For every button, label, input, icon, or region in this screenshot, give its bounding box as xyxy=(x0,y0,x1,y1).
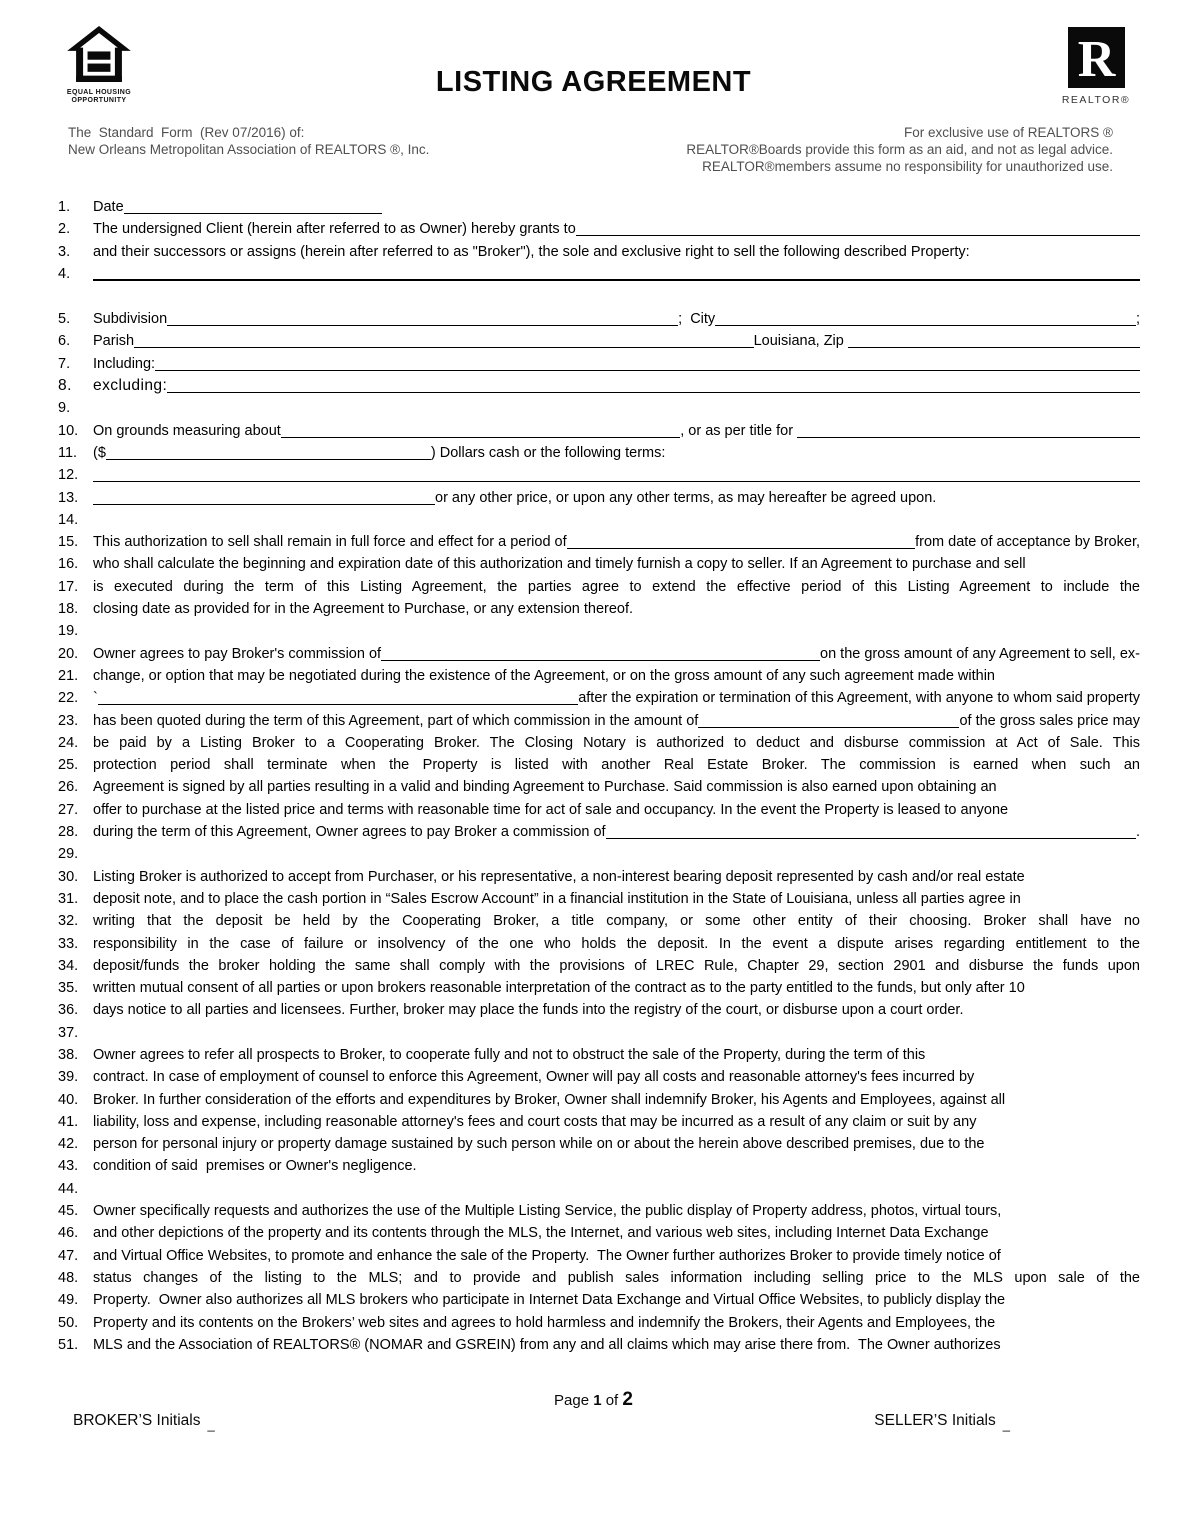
line-content xyxy=(93,420,1140,442)
brokers-initials-label: BROKER’S Initials xyxy=(73,1412,201,1430)
sellers-initials xyxy=(874,1412,1010,1433)
line-text: Parish xyxy=(93,333,135,350)
realtor-caption: REALTOR® xyxy=(1061,94,1131,106)
page-prefix: Page xyxy=(554,1392,594,1410)
form-line xyxy=(0,1267,1140,1289)
line-number: 9. xyxy=(58,400,71,417)
blank-field[interactable] xyxy=(381,660,820,661)
line-text: offer to purchase at the listed price and terms with reasonable time for act of sale and occupancy. In the event the Property is leased to anyone xyxy=(93,801,1009,818)
line-number: 46. xyxy=(58,1225,79,1242)
line-number: 27. xyxy=(58,801,79,818)
line-number: 30. xyxy=(58,868,79,885)
line-content xyxy=(93,598,1140,620)
form-line xyxy=(0,487,1140,509)
form-line xyxy=(0,1289,1140,1311)
line-content xyxy=(93,218,1140,240)
form-line xyxy=(0,1155,1140,1177)
form-line xyxy=(0,821,1140,843)
line-text: ; City xyxy=(678,311,716,328)
line-number: 42. xyxy=(58,1136,79,1153)
line-number: 11. xyxy=(58,444,78,461)
line-text: , or as per title for xyxy=(680,422,798,439)
line-number: 18. xyxy=(58,601,79,618)
line-text: MLS and the Association of REALTORS® (NOMAR and GSREIN) from any and all claims which may arise there from. The Owner authorizes xyxy=(93,1336,1001,1353)
line-content xyxy=(93,821,1140,843)
line-number: 25. xyxy=(58,757,79,774)
line-content xyxy=(93,1044,1140,1066)
line-number: 38. xyxy=(58,1046,79,1063)
line-content xyxy=(93,999,1140,1021)
page-number xyxy=(0,1389,1187,1411)
line-content xyxy=(93,1111,1140,1133)
line-text: The undersigned Client (herein after referred to as Owner) hereby grants to xyxy=(93,221,576,238)
form-line xyxy=(0,1245,1140,1267)
line-text: has been quoted during the term of this Agreement, part of which commission in the amount of xyxy=(93,712,699,729)
form-line xyxy=(0,1066,1140,1088)
line-number: 29. xyxy=(58,846,79,863)
blank-field[interactable] xyxy=(167,392,1140,393)
form-line xyxy=(0,910,1140,932)
line-text: written mutual consent of all parties or upon brokers reasonable interpretation of the contract as to the party entitled to the funds, but only after 10 xyxy=(93,980,1025,997)
line-content xyxy=(93,977,1140,999)
line-number: 37. xyxy=(58,1024,79,1041)
line-number: 44. xyxy=(58,1180,79,1197)
line-content xyxy=(93,1289,1140,1311)
form-line xyxy=(0,999,1140,1021)
eho-caption-line2: OPPORTUNITY xyxy=(71,97,127,104)
line-number: 49. xyxy=(58,1292,79,1309)
line-content xyxy=(93,1133,1140,1155)
line-content xyxy=(93,576,1140,598)
blank-field[interactable] xyxy=(93,279,1140,281)
form-line xyxy=(0,1200,1140,1222)
line-content xyxy=(93,276,1140,278)
line-number: 17. xyxy=(58,578,79,595)
line-text: Agreement is signed by all parties resulting in a valid and binding Agreement to Purchase. Said commission is also earned upon obtaining an xyxy=(93,779,997,796)
line-text: Broker. In further consideration of the efforts and expenditures by Broker, Owner shall indemnify Broker, his Agents and Employees, against all xyxy=(93,1091,1006,1108)
broker-initials-field[interactable]: _ xyxy=(207,1417,215,1433)
realtor-disclaimer xyxy=(686,124,1113,175)
form-line xyxy=(0,509,1140,531)
line-content xyxy=(93,1222,1140,1244)
disclaimer-line2: REALTOR®Boards provide this form as an aid, and not as legal advice. xyxy=(686,142,1113,157)
blank-field[interactable] xyxy=(576,235,1140,236)
line-text: On grounds measuring about xyxy=(93,422,281,439)
line-number: 24. xyxy=(58,734,79,751)
line-content xyxy=(93,553,1140,575)
page-total: 2 xyxy=(622,1389,633,1411)
form-line xyxy=(0,263,1140,285)
line-content xyxy=(93,531,1140,553)
document-header xyxy=(0,0,1187,118)
form-subheader xyxy=(0,118,1187,175)
form-line xyxy=(0,553,1140,575)
standard-form-line2: New Orleans Metropolitan Association of REALTORS ®, Inc. xyxy=(68,142,430,157)
blank-field[interactable] xyxy=(93,481,1140,482)
initials-row xyxy=(0,1411,1187,1433)
brokers-initials xyxy=(73,1412,215,1433)
svg-text:R: R xyxy=(1077,31,1115,88)
line-text: change, or option that may be negotiated during the existence of the Agreement, or on the gross amount of any such agreement made within xyxy=(93,667,995,684)
line-text: excluding: xyxy=(93,377,168,395)
form-line xyxy=(0,843,1140,865)
realtor-logo xyxy=(1061,27,1131,106)
line-text: ($ xyxy=(93,444,106,461)
line-number: 48. xyxy=(58,1269,79,1286)
form-line xyxy=(0,799,1140,821)
form-line xyxy=(0,1222,1140,1244)
form-line xyxy=(0,754,1140,776)
line-text: person for personal injury or property damage sustained by such person while on or about the herein above described premises, due to the xyxy=(93,1136,985,1153)
form-line xyxy=(0,218,1140,240)
page-of: of xyxy=(601,1392,623,1410)
line-text: ) Dollars cash or the following terms: xyxy=(430,444,666,461)
line-content xyxy=(93,442,1140,464)
line-content xyxy=(93,888,1140,910)
line-number: 12. xyxy=(58,467,79,484)
form-line xyxy=(0,620,1140,642)
form-line xyxy=(0,1334,1140,1356)
line-text: deposit note, and to place the cash portion in “Sales Escrow Account” in a financial institution in the State of Louisiana, unless all parties agree in xyxy=(93,890,1021,907)
line-text: ` xyxy=(93,690,98,707)
line-text: Listing Broker is authorized to accept from Purchaser, or his representative, a non-interest bearing deposit represented by cash and/or real estate xyxy=(93,868,1025,885)
line-text: closing date as provided for in the Agreement to Purchase, or any extension thereof. xyxy=(93,601,634,618)
line-content xyxy=(93,710,1140,732)
blank-field[interactable] xyxy=(93,504,435,505)
line-content xyxy=(93,196,1140,218)
form-line xyxy=(0,330,1140,352)
line-content xyxy=(93,353,1140,375)
standard-form-line1: The Standard Form (Rev 07/2016) of: xyxy=(68,125,305,140)
disclaimer-line1: For exclusive use of REALTORS ® xyxy=(903,125,1113,140)
line-content xyxy=(93,478,1140,479)
line-text: from date of acceptance by Broker, xyxy=(915,534,1140,551)
line-number: 1. xyxy=(58,199,71,215)
form-line xyxy=(0,1044,1140,1066)
form-line xyxy=(0,1111,1140,1133)
line-text: Property. Owner also authorizes all MLS brokers who participate in Internet Data Exchange and Virtual Office Websites, to publicly display the xyxy=(93,1292,1006,1309)
form-line xyxy=(0,375,1140,397)
line-content xyxy=(93,866,1140,888)
sellers-initials-label: SELLER’S Initials xyxy=(874,1412,996,1430)
blank-field[interactable] xyxy=(155,370,1140,371)
line-text: deposit/funds the broker holding the same shall comply with the provisions of LREC Rule, Chapter 29, section 2901 and disburse the funds upon xyxy=(93,957,1140,974)
standard-form-note xyxy=(68,124,429,175)
line-content xyxy=(93,732,1140,754)
line-text: on the gross amount of any Agreement to sell, ex- xyxy=(820,645,1140,662)
line-text: days notice to all parties and licensees. Further, broker may place the funds into the registry of the court, or disburse upon a court order. xyxy=(93,1002,964,1019)
line-number: 21. xyxy=(58,667,79,684)
line-text: Owner agrees to pay Broker's commission of xyxy=(93,645,382,662)
line-text: Date xyxy=(93,199,124,215)
line-content xyxy=(93,1334,1140,1356)
line-number: 34. xyxy=(58,957,79,974)
line-text: of the gross sales price may xyxy=(959,712,1140,729)
line-content xyxy=(93,1155,1140,1177)
form-line xyxy=(0,977,1140,999)
form-line xyxy=(0,308,1140,330)
form-line xyxy=(0,687,1140,709)
form-line xyxy=(0,933,1140,955)
line-text: or any other price, or upon any other terms, as may hereafter be agreed upon. xyxy=(435,489,937,506)
form-line xyxy=(0,776,1140,798)
line-content xyxy=(93,1200,1140,1222)
form-line xyxy=(0,241,1140,263)
line-text: writing that the deposit be held by the Cooperating Broker, a title company, or some other entity of their choosing. Broker shall have no xyxy=(93,913,1140,930)
line-content xyxy=(93,1245,1140,1267)
line-number: 32. xyxy=(58,913,79,930)
line-text: status changes of the listing to the MLS; and to provide and publish sales information including selling price to the MLS upon sale of the xyxy=(93,1269,1140,1286)
blank-field[interactable] xyxy=(567,548,915,549)
line-text: and their successors or assigns (herein after referred to as "Broker"), the sole and exclusive right to sell the following described Property: xyxy=(93,243,970,260)
line-text: is executed during the term of this Listing Agreement, the parties agree to extend the effective period of this Listing Agreement to include the xyxy=(93,578,1140,595)
form-line xyxy=(0,420,1140,442)
line-number: 45. xyxy=(58,1203,79,1220)
line-text: protection period shall terminate when the Property is listed with another Real Estate Broker. The commission is earned when such an xyxy=(93,757,1140,774)
line-number: 31. xyxy=(58,890,79,907)
form-line xyxy=(0,1022,1140,1044)
line-number: 3. xyxy=(58,243,71,260)
line-number: 36. xyxy=(58,1002,79,1019)
eho-caption-line1: EQUAL HOUSING xyxy=(66,89,132,96)
blank-field[interactable] xyxy=(124,213,382,214)
line-text: who shall calculate the beginning and expiration date of this authorization and timely furnish a copy to seller. If an Agreement to purchase and sell xyxy=(93,556,1026,573)
line-number: 19. xyxy=(58,623,79,640)
line-text: Subdivision xyxy=(93,311,168,328)
line-content xyxy=(93,1312,1140,1334)
form-line xyxy=(0,1312,1140,1334)
blank-field[interactable] xyxy=(98,704,578,705)
form-line xyxy=(0,576,1140,598)
form-line xyxy=(0,1089,1140,1111)
line-number: 50. xyxy=(58,1314,79,1331)
line-content xyxy=(93,643,1140,665)
page-title: LISTING AGREEMENT xyxy=(435,66,752,98)
form-line xyxy=(0,665,1140,687)
form-line xyxy=(0,866,1140,888)
line-number: 5. xyxy=(58,311,71,328)
line-content xyxy=(93,1066,1140,1088)
line-number: 26. xyxy=(58,779,79,796)
form-line xyxy=(0,955,1140,977)
form-line xyxy=(0,598,1140,620)
line-content xyxy=(93,665,1140,687)
line-text: This authorization to sell shall remain in full force and effect for a period of xyxy=(93,534,567,551)
disclaimer-line3: REALTOR®members assume no responsibility for unauthorized use. xyxy=(702,159,1113,174)
line-content xyxy=(93,241,1140,263)
line-number: 7. xyxy=(58,355,71,372)
line-content xyxy=(93,375,1140,397)
form-line xyxy=(0,888,1140,910)
blank-field[interactable] xyxy=(134,347,753,348)
line-text: and Virtual Office Websites, to promote and enhance the sale of the Property. The Owner further authorizes Broker to provide timely notice of xyxy=(93,1247,1001,1264)
line-content xyxy=(93,754,1140,776)
blank-field[interactable] xyxy=(167,325,678,326)
form-line xyxy=(0,643,1140,665)
line-content xyxy=(93,308,1140,330)
line-content xyxy=(93,1267,1140,1289)
line-number: 47. xyxy=(58,1247,79,1264)
line-content xyxy=(93,330,1140,352)
line-text: Owner agrees to refer all prospects to Broker, to cooperate fully and not to obstruct the sale of the Property, during the term of this xyxy=(93,1046,926,1063)
form-lines xyxy=(0,196,1187,1356)
line-text: and other depictions of the property and its contents through the MLS, the Internet, and various web sites, including Internet Data Exchange xyxy=(93,1225,989,1242)
line-text: liability, loss and expense, including reasonable attorney's fees and court costs that may be incurred as a result of any claim or suit by any xyxy=(93,1113,977,1130)
line-text: be paid by a Listing Broker to a Cooperating Broker. The Closing Notary is authorized to deduct and disburse commission at Act of Sale. This xyxy=(93,734,1140,751)
line-number: 2. xyxy=(58,221,71,238)
form-line xyxy=(0,196,1140,218)
form-line xyxy=(0,464,1140,486)
line-number: 6. xyxy=(58,333,71,350)
blank-field[interactable] xyxy=(715,325,1136,326)
line-number: 15. xyxy=(58,534,79,551)
line-content xyxy=(93,910,1140,932)
form-line xyxy=(0,442,1140,464)
realtor-r-icon xyxy=(1068,27,1125,88)
form-line xyxy=(0,1133,1140,1155)
line-number: 22. xyxy=(58,690,79,707)
line-text: responsibility in the case of failure or insolvency of the one who holds the deposit. In the event a dispute arises regarding entitlement to the xyxy=(93,935,1140,952)
line-number: 35. xyxy=(58,980,79,997)
page-current: 1 xyxy=(593,1392,602,1410)
line-number: 10. xyxy=(58,422,79,439)
line-text: contract. In case of employment of counsel to enforce this Agreement, Owner will pay all costs and reasonable attorney's fees incurred by xyxy=(93,1069,975,1086)
line-number: 20. xyxy=(58,645,79,662)
line-number: 33. xyxy=(58,935,79,952)
line-text: during the term of this Agreement, Owner agrees to pay Broker a commission of xyxy=(93,824,606,841)
form-line xyxy=(0,531,1140,553)
form-line xyxy=(0,397,1140,419)
line-text: Property and its contents on the Brokers’ web sites and agrees to hold harmless and indemnify the Brokers, their Agents and Employees, the xyxy=(93,1314,996,1331)
line-number: 28. xyxy=(58,824,79,841)
line-number: 23. xyxy=(58,712,79,729)
line-number: 39. xyxy=(58,1069,79,1086)
line-text: Owner specifically requests and authorizes the use of the Multiple Listing Service, the public display of Property address, photos, virtual tours, xyxy=(93,1203,1002,1220)
line-number: 51. xyxy=(58,1336,79,1353)
blank-field[interactable] xyxy=(281,437,680,438)
blank-field[interactable] xyxy=(106,459,431,460)
line-content xyxy=(93,776,1140,798)
blank-field[interactable] xyxy=(797,437,1140,438)
blank-field[interactable] xyxy=(698,727,959,728)
form-line xyxy=(0,353,1140,375)
line-text: after the expiration or termination of this Agreement, with anyone to whom said property xyxy=(578,690,1140,707)
line-number: 14. xyxy=(58,511,79,528)
form-line xyxy=(0,1178,1140,1200)
seller-initials-field[interactable]: _ xyxy=(1002,1417,1010,1433)
line-content xyxy=(93,933,1140,955)
form-line xyxy=(0,710,1140,732)
line-text: condition of said premises or Owner's negligence. xyxy=(93,1158,417,1175)
blank-field[interactable] xyxy=(848,347,1140,348)
line-text: Including: xyxy=(93,355,156,372)
line-text: . xyxy=(1135,824,1140,841)
line-content xyxy=(93,487,1140,509)
form-line xyxy=(0,732,1140,754)
blank-field[interactable] xyxy=(606,838,1136,839)
line-content xyxy=(93,687,1140,709)
line-number: 43. xyxy=(58,1158,79,1175)
line-content xyxy=(93,1089,1140,1111)
line-number: 16. xyxy=(58,556,79,573)
line-number: 13. xyxy=(58,489,79,506)
line-text: Louisiana, Zip xyxy=(753,333,848,350)
line-content xyxy=(93,955,1140,977)
line-number: 4. xyxy=(58,265,71,282)
line-number: 40. xyxy=(58,1091,79,1108)
line-text: ; xyxy=(1135,311,1140,328)
line-content xyxy=(93,799,1140,821)
line-number: 41. xyxy=(58,1113,79,1130)
line-number: 8. xyxy=(58,377,72,395)
